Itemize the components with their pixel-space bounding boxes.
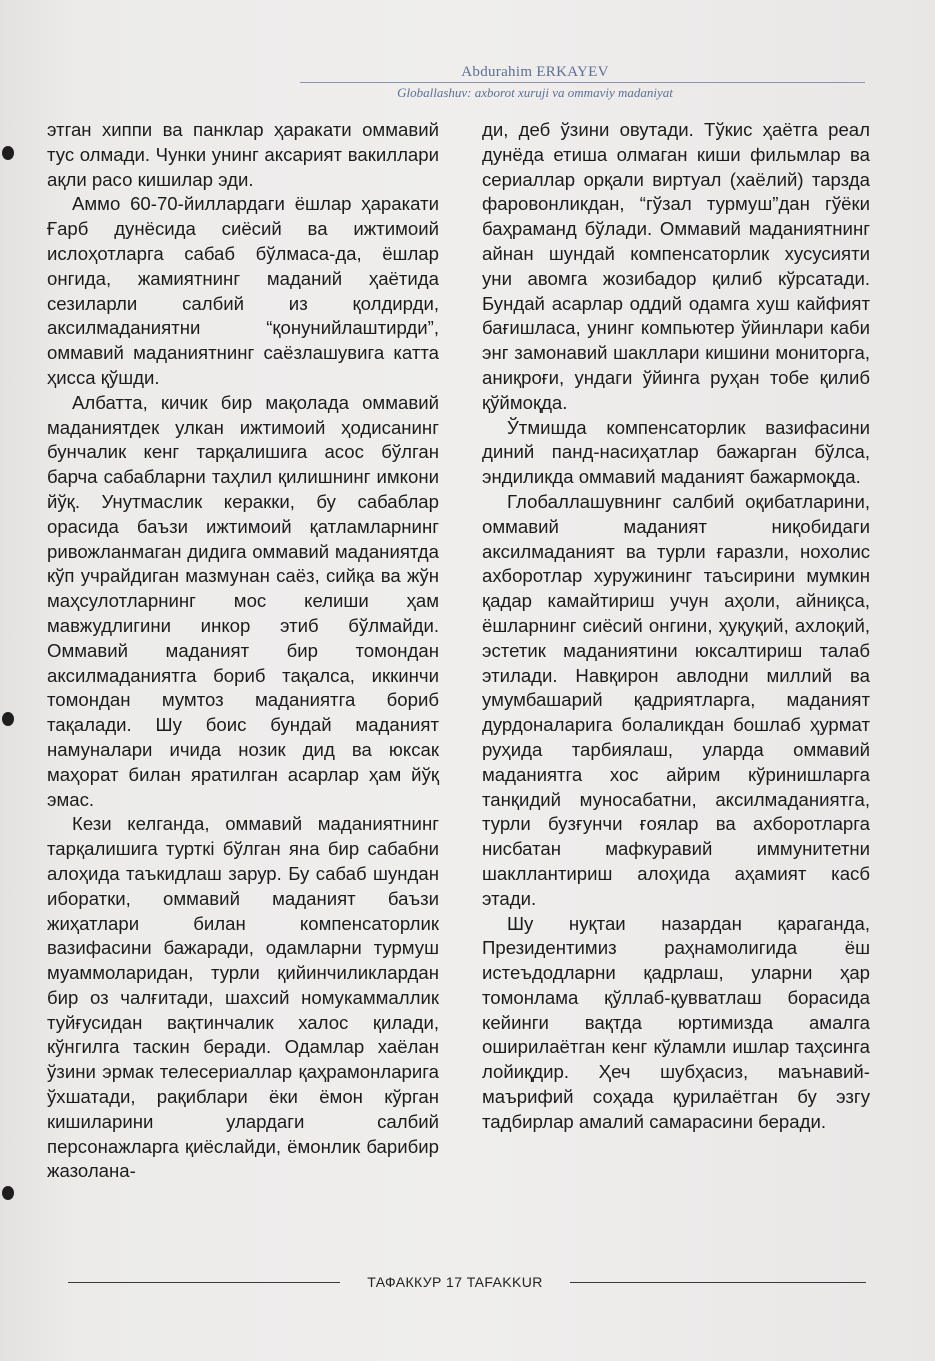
right-column [482,118,870,1135]
left-column [47,118,439,1184]
article-subtitle: Globallashuv: axborot xuruji va ommaviy madaniyat [397,85,673,100]
binder-hole [2,146,14,160]
paragraph: этган хиппи ва панклар ҳаракати оммавий тус олмади. Чунки унинг аксарият вакиллари ақли расо кишилар эди. [47,119,439,190]
running-head [300,60,870,108]
paragraph: Ўтмишда компенсаторлик вазифасини диний панд-насиҳатлар бажарган бўлса, эндиликда оммавий маданият бажармоқда. [482,416,870,488]
author-name: Abdurahim ERKAYEV [461,64,609,80]
page-footer: ТАФАККУР 17 TAFAKKUR [367,1274,543,1290]
footer-rule-left [68,1282,340,1283]
paragraph: ди, деб ўзини овутади. Тўкис ҳаётга реал дунёда етиша олмаган киши фильмлар ва сериаллар орқали виртуал (хаёлий) тарзда фаровонликдан, “гўзал турмуш”дан гўёки баҳраманд бўлади. Оммавий маданиятнинг айнан шундай компенсаторлик хусусияти уни авомга жозибадор қилиб кўрсатади. Бундай асарлар оддий одамга хуш кайфият бағишласа, унинг компьютер ўйинлари каби энг замонавий шакллари кишини мониторга, аниқроғи, ундаги ўйинга руҳан тобе қилиб қўймоқда. [482,119,870,413]
paragraph: Аммо 60-70-йиллардаги ёшлар ҳаракати Ғарб дунёсида сиёсий ва ижтимоий ислоҳотларга сабаб бўлмаса-да, ёшлар онгида, жамиятнинг маданий ҳаётида сезиларли салбий из қолдирди, аксилмаданиятни “қонунийлаштирди”, оммавий маданиятнинг саёзлашувига катта ҳисса қўшди. [47,193,439,388]
binder-hole [2,1186,14,1200]
paragraph: Шу нуқтаи назардан қараганда, Президентимиз раҳнамолигида ёш истеъдодларни қадрлаш, уларни ҳар томонлама қўллаб-қувватлаш борасида кейинги вақтда юртимизда амалга оширилаётган кенг кўламли ишлар таҳсинга лойиқдир. Ҳеч шубҳасиз, маънавий-маърифий соҳада қурилаётган бу эзгу тадбирлар амалий самарасини беради. [482,912,870,1132]
binder-hole [2,712,14,726]
paragraph: Кези келганда, оммавий маданиятнинг тарқалишига турткi бўлган яна бир сабабни алоҳида таъкидлаш зарур. Бу сабаб шундан иборатки, оммавий маданият баъзи жиҳатлари билан компенсаторлик вазифасини бажаради, одамларни турмуш муаммоларидан, турли қийинчиликлардан бир оз чалғитади, шахсий номукаммаллик туйғусидан вақтинчалик халос қилади, кўнгилга таскин беради. Одамлар хаёлан ўзини эрмак телесериаллар қаҳрамонларига ўхшатади, рақиблари ёки ёмон кўрган кишиларини улардаги салбий персонажларга қиёслайди, ёмонлик барибир жазолана- [47,813,439,1182]
footer-rule-right [570,1282,866,1283]
header-rule [300,82,865,83]
paragraph: Албатта, кичик бир мақолада оммавий маданиятдек улкан ижтимоий ҳодисанинг бунчалик кенг тарқалишига асос бўлган барча сабабларни таҳлил қилишнинг имкони йўқ. Унутмаслик керакки, бу сабаблар орасида баъзи ижтимоий қатламларнинг ривожланмаган дидига оммавий маданиятда кўп учрайдиган мазмунан саёз, сийқа ва жўн маҳсулотларнинг мос келиши ҳам мавжудлигини инкор этиб бўлмайди. Оммавий маданият бир томондан аксилмаданиятга бориб тақалса, иккинчи томондан мумтоз маданиятга бориб тақалади. Шу боис бундай маданият намуналари ичида нозик дид ва юксак маҳорат билан яратилган асарлар ҳам йўқ эмас. [47,391,439,810]
paragraph: Глобаллашувнинг салбий оқибатларини, оммавий маданият ниқобидаги аксилмаданият ва турли ғаразли, нохолис ахборотлар хуружининг таъсирини мумкин қадар камайтириш учун аҳоли, айниқса, ёшларнинг сиёсий онгини, ҳуқуқий, ахлоқий, эстетик маданиятини юксалтириш талаб этилади. Навқирон авлодни миллий ва умумбашарий қадриятларга, маданият дурдоналарига болаликдан бошлаб ҳурмат руҳида тарбиялаш, уларда оммавий маданиятга хос айрим кўринишларга танқидий муносабатни, аксилмаданиятга, турли бузғунчи ғоялар ва ахборотларга нисбатан мафкуравий иммунитетни шакллантириш алоҳида аҳамият касб этади. [482,490,870,909]
